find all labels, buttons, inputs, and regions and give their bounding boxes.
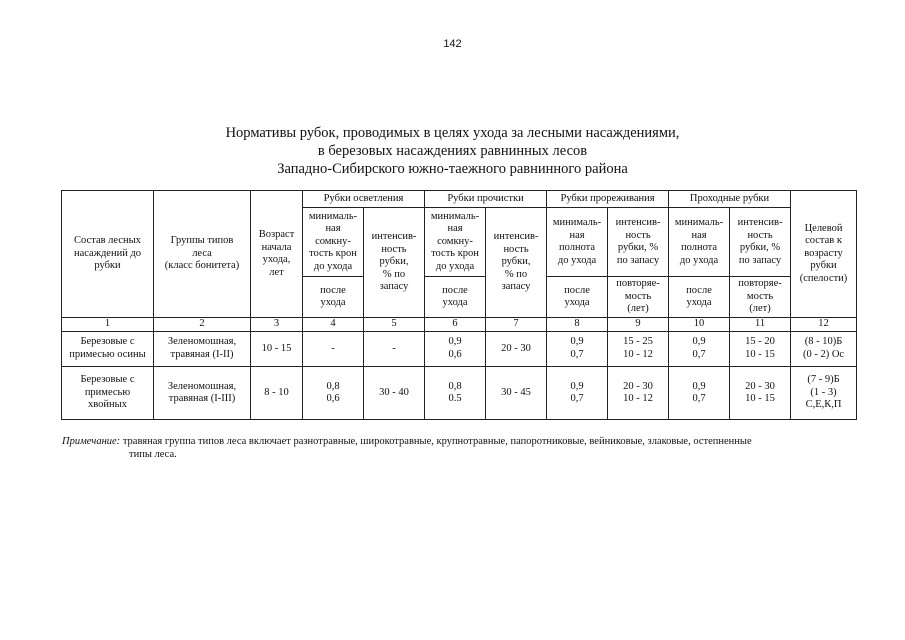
column-number: 10 <box>669 318 730 332</box>
cell-prr-intensity: 20 - 30 10 - 12 <box>608 367 669 420</box>
cell-pro-intensity: 30 - 45 <box>486 367 547 420</box>
cell-prr-density: 0,9 0,7 <box>547 367 608 420</box>
cell-target-composition: (7 - 9)Б (1 - 3) С,Е,К,П <box>791 367 857 420</box>
header-prh-intensity: интенсив- ность рубки, % по запасу <box>730 208 791 277</box>
header-prr-density-after: после ухода <box>547 277 608 318</box>
cell-osv-density: 0,8 0,6 <box>303 367 364 420</box>
column-number-row <box>62 318 857 332</box>
footnote-text: травяная группа типов леса включает разнотравные, широкотравные, крупнотравные, папоротниковые, вейниковые, злаковые, остепненные <box>122 436 752 447</box>
norms-table <box>61 190 857 420</box>
cell-composition: Березовые с примесью хвойных <box>62 367 154 420</box>
table-footnote <box>62 435 852 461</box>
header-composition: Состав лесных насаждений до рубки <box>62 191 154 318</box>
header-forest-type: Группы типов леса (класс бонитета) <box>154 191 251 318</box>
column-number: 6 <box>425 318 486 332</box>
header-group-prorezhivanie: Рубки прореживания <box>547 191 669 208</box>
header-osv-density-after: после ухода <box>303 277 364 318</box>
title-line-2: в березовых насаждениях равнинных лесов <box>317 143 588 159</box>
table-row <box>62 367 857 420</box>
cell-osv-density: - <box>303 331 364 367</box>
column-number: 3 <box>251 318 303 332</box>
cell-target-composition: (8 - 10)Б (0 - 2) Ос <box>791 331 857 367</box>
header-pro-intensity: интенсив- ность рубки, % по запасу <box>486 208 547 318</box>
header-target-composition: Целевой состав к возрасту рубки (спелости) <box>791 191 857 318</box>
cell-prh-intensity: 20 - 30 10 - 15 <box>730 367 791 420</box>
cell-pro-density: 0,8 0.5 <box>425 367 486 420</box>
column-number: 1 <box>62 318 154 332</box>
table-row <box>62 331 857 367</box>
column-number: 5 <box>364 318 425 332</box>
column-number: 2 <box>154 318 251 332</box>
header-start-age: Возраст начала ухода, лет <box>251 191 303 318</box>
header-osv-density-before: минималь- ная сомкну- тость крон до ухода <box>303 208 364 277</box>
cell-pro-intensity: 20 - 30 <box>486 331 547 367</box>
table-title <box>0 124 905 178</box>
cell-prr-intensity: 15 - 25 10 - 12 <box>608 331 669 367</box>
cell-composition: Березовые с примесью осины <box>62 331 154 367</box>
header-group-prochistka: Рубки прочистки <box>425 191 547 208</box>
footnote-label: Примечание: <box>62 436 121 447</box>
cell-prh-density: 0,9 0,7 <box>669 367 730 420</box>
cell-prh-density: 0,9 0,7 <box>669 331 730 367</box>
header-prh-density-before: минималь- ная полнота до ухода <box>669 208 730 277</box>
column-number: 4 <box>303 318 364 332</box>
header-pro-density-after: после ухода <box>425 277 486 318</box>
cell-forest-type: Зеленомошная, травяная (I-II) <box>154 331 251 367</box>
header-prr-density-before: минималь- ная полнота до ухода <box>547 208 608 277</box>
header-prr-intensity: интенсив- ность рубки, % по запасу <box>608 208 669 277</box>
column-number: 7 <box>486 318 547 332</box>
cell-pro-density: 0,9 0,6 <box>425 331 486 367</box>
column-number: 11 <box>730 318 791 332</box>
footnote-continuation: типы леса. <box>129 449 177 460</box>
header-prr-repeat: повторяе- мость (лет) <box>608 277 669 318</box>
cell-start-age: 8 - 10 <box>251 367 303 420</box>
cell-osv-intensity: 30 - 40 <box>364 367 425 420</box>
cell-start-age: 10 - 15 <box>251 331 303 367</box>
title-line-1: Нормативы рубок, проводимых в целях ухода за лесными насаждениями, <box>225 125 680 141</box>
cell-prr-density: 0,9 0,7 <box>547 331 608 367</box>
cell-forest-type: Зеленомошная, травяная (I-III) <box>154 367 251 420</box>
cell-osv-intensity: - <box>364 331 425 367</box>
header-group-prokhodnye: Проходные рубки <box>669 191 791 208</box>
header-prh-density-after: после ухода <box>669 277 730 318</box>
page-number: 142 <box>443 38 462 50</box>
title-line-3: Западно-Сибирского южно-таежного равнинного района <box>277 161 628 177</box>
column-number: 9 <box>608 318 669 332</box>
column-number: 12 <box>791 318 857 332</box>
header-prh-repeat: повторяе- мость (лет) <box>730 277 791 318</box>
cell-prh-intensity: 15 - 20 10 - 15 <box>730 331 791 367</box>
column-number: 8 <box>547 318 608 332</box>
header-group-osvetlenie: Рубки осветления <box>303 191 425 208</box>
header-osv-intensity: интенсив- ность рубки, % по запасу <box>364 208 425 318</box>
header-pro-density-before: минималь- ная сомкну- тость крон до ухода <box>425 208 486 277</box>
